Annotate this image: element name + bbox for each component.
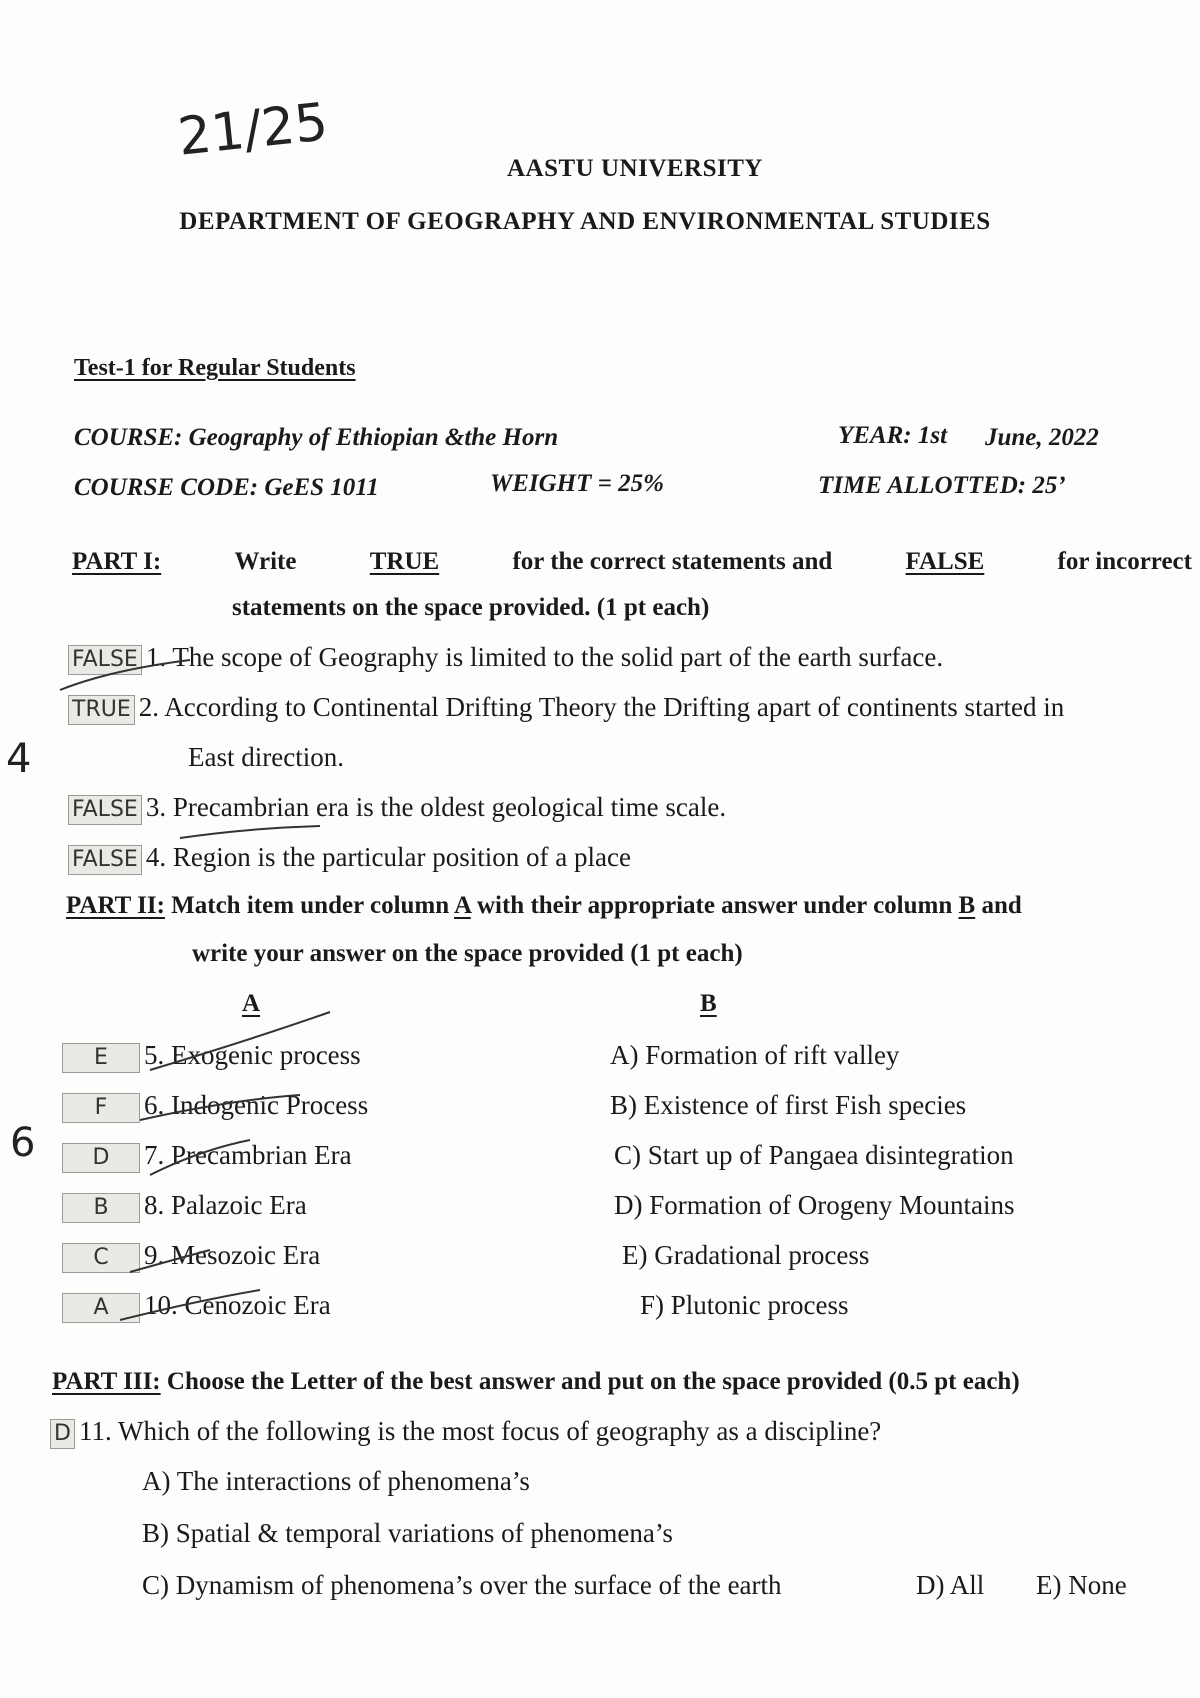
- question-1: FALSE 1. The scope of Geography is limited to the solid part of the earth surface.: [68, 642, 943, 675]
- exam-date: June, 2022: [985, 424, 1099, 451]
- question-11: D 11. Which of the following is the most focus of geography as a discipline?: [50, 1416, 881, 1449]
- match-answer-box-9[interactable]: C: [62, 1243, 140, 1273]
- question-11-option-e: E) None: [1036, 1570, 1127, 1600]
- match-item-6: F 6. Indogenic Process: [62, 1090, 368, 1123]
- part2-instruction: PART II: Match item under column A with their appropriate answer under column B and: [66, 892, 1022, 919]
- question-11-option-a: A) The interactions of phenomena’s: [142, 1466, 530, 1496]
- column-a-header: A: [242, 990, 261, 1017]
- course-name: COURSE: Geography of Ethiopian &the Horn: [74, 424, 559, 451]
- department-name: DEPARTMENT OF GEOGRAPHY AND ENVIRONMENTAL STUDIES: [179, 208, 991, 235]
- part1-instruction: PART I: Write TRUE for the correct statements and FALSE for incorrect: [72, 548, 1192, 575]
- question-2: TRUE 2. According to Continental Drifting Theory the Drifting apart of continents started in: [68, 692, 1064, 725]
- match-item-8: B 8. Palazoic Era: [62, 1190, 307, 1223]
- answer-box-4[interactable]: FALSE: [68, 845, 142, 875]
- university-name: AASTU UNIVERSITY: [507, 155, 763, 182]
- match-answer-box-6[interactable]: F: [62, 1093, 140, 1123]
- part1-label: PART I:: [72, 548, 162, 575]
- question-2-continued: East direction.: [188, 742, 344, 772]
- course-code: COURSE CODE: GeES 1011: [74, 474, 379, 501]
- question-3: FALSE 3. Precambrian era is the oldest geological time scale.: [68, 792, 726, 825]
- year-label: YEAR: 1st: [838, 422, 948, 449]
- test-title: Test-1 for Regular Students: [74, 355, 356, 381]
- match-option-a: A) Formation of rift valley: [610, 1040, 900, 1070]
- part2-instruction-line2: write your answer on the space provided (1 pt each): [192, 940, 743, 967]
- answer-box-3[interactable]: FALSE: [68, 795, 142, 825]
- part3-instruction: PART III: Choose the Letter of the best answer and put on the space provided (0.5 pt each): [52, 1368, 1020, 1395]
- part1-instruction-line2: statements on the space provided. (1 pt each): [232, 594, 710, 621]
- match-answer-box-10[interactable]: A: [62, 1293, 140, 1323]
- match-option-e: E) Gradational process: [622, 1240, 870, 1270]
- part2-label: PART II:: [66, 892, 165, 919]
- match-item-5: E 5. Exogenic process: [62, 1040, 361, 1073]
- match-option-d: D) Formation of Orogeny Mountains: [614, 1190, 1015, 1220]
- match-answer-box-5[interactable]: E: [62, 1043, 140, 1073]
- weight-label: WEIGHT = 25%: [490, 470, 664, 497]
- question-11-option-c: C) Dynamism of phenomena’s over the surface of the earth: [142, 1570, 782, 1600]
- match-option-c: C) Start up of Pangaea disintegration: [614, 1140, 1014, 1170]
- match-option-f: F) Plutonic process: [640, 1290, 849, 1320]
- question-4: FALSE 4. Region is the particular position of a place: [68, 842, 631, 875]
- answer-box-11[interactable]: D: [50, 1419, 75, 1449]
- part3-label: PART III:: [52, 1368, 161, 1395]
- handwritten-score: 21/25: [175, 92, 331, 168]
- question-11-option-d: D) All: [916, 1570, 985, 1600]
- match-answer-box-7[interactable]: D: [62, 1143, 140, 1173]
- handwritten-mark-part2: 6: [10, 1120, 36, 1166]
- handwritten-mark-part1: 4: [6, 736, 32, 782]
- time-allotted: TIME ALLOTTED: 25’: [818, 472, 1066, 499]
- question-11-option-b: B) Spatial & temporal variations of phenomena’s: [142, 1518, 673, 1548]
- answer-box-1[interactable]: FALSE: [68, 645, 142, 675]
- match-item-10: A 10. Cenozoic Era: [62, 1290, 331, 1323]
- match-item-9: C 9. Mesozoic Era: [62, 1240, 320, 1273]
- column-b-header: B: [700, 990, 717, 1017]
- answer-box-2[interactable]: TRUE: [68, 695, 135, 725]
- match-item-7: D 7. Precambrian Era: [62, 1140, 352, 1173]
- match-answer-box-8[interactable]: B: [62, 1193, 140, 1223]
- match-option-b: B) Existence of first Fish species: [610, 1090, 967, 1120]
